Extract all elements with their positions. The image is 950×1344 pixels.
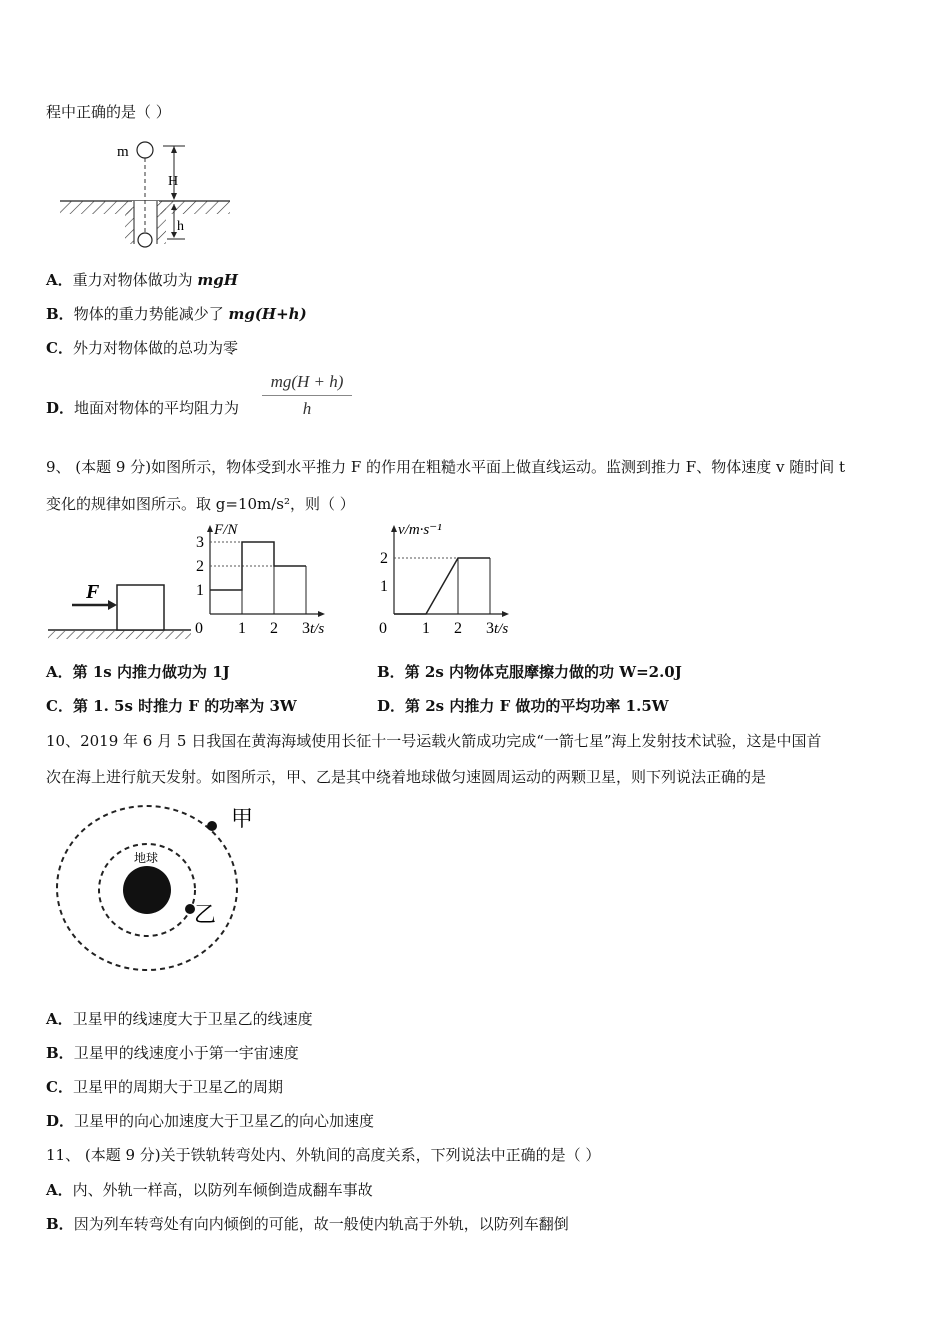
chart-f-x-label: t/s xyxy=(310,621,325,637)
chart-f-x-tick-3: 3 xyxy=(302,620,310,637)
q9-option-c: C．第 1. 5s 时推力 F 的功率为 3W xyxy=(46,697,297,715)
chart-velocity-time xyxy=(372,522,522,640)
chart-f-y-tick-1: 1 xyxy=(196,582,204,599)
h-label: h xyxy=(177,219,184,234)
chart-v-x-tick-3: 3 xyxy=(486,620,494,637)
q11-option-a: A．内、外轨一样高，以防列车倾倒造成翻车事故 xyxy=(46,1181,373,1199)
fraction-numerator: mg(H + h) xyxy=(270,372,344,391)
q9-stem-line2: 变化的规律如图所示。取 g=10m/s²，则（ ） xyxy=(46,495,355,513)
q10-option-b: B．卫星甲的线速度小于第一宇宙速度 xyxy=(46,1044,299,1062)
satellite-jia-label: 甲 xyxy=(231,806,254,831)
chart-v-x-arrow xyxy=(502,611,509,617)
q11-option-b: B．因为列车转弯处有向内倾倒的可能，故一般使内轨高于外轨，以防列车翻倒 xyxy=(46,1215,569,1233)
fraction-denominator: h xyxy=(302,399,312,418)
q10-orbit-figure xyxy=(50,800,270,980)
satellite-jia xyxy=(207,821,217,831)
chart-f-y-arrow xyxy=(207,525,213,532)
earth-label: 地球 xyxy=(134,851,159,865)
chart-v-x-tick-0: 0 xyxy=(379,620,387,637)
q10-stem-line1: 10、2019 年 6 月 5 日我国在黄海海域使用长征十一号运载火箭成功完成“一箭七星”海上发射技术试验，这是中国首 xyxy=(46,732,822,750)
chart-f-y-label: F/N xyxy=(214,522,238,538)
chart-v-y-arrow xyxy=(391,525,397,532)
q8-stem-tail: 程中正确的是（ ） xyxy=(46,103,171,121)
q10-option-d: D．卫星甲的向心加速度大于卫星乙的向心加速度 xyxy=(46,1112,375,1130)
q8-option-a: A．重力对物体做功为 mgH xyxy=(46,271,238,289)
satellite-yi-label: 乙 xyxy=(194,902,217,927)
chart-f-y-tick-3: 3 xyxy=(196,534,204,551)
q10-option-c: C．卫星甲的周期大于卫星乙的周期 xyxy=(46,1078,283,1096)
chart-v-y-tick-1: 1 xyxy=(380,578,388,595)
H-label: H xyxy=(168,174,179,189)
q8-option-d: D．地面对物体的平均阻力为 xyxy=(46,399,240,417)
q9-option-b: B．第 2s 内物体克服摩擦力做的功 W=2.0J xyxy=(377,663,682,681)
chart-v-series-v xyxy=(394,558,490,614)
q8-option-b: B．物体的重力势能减少了 mg(H+h) xyxy=(46,305,307,323)
q11-stem: 11、 (本题 9 分)关于铁轨转弯处内、外轨间的高度关系，下列说法中正确的是（ ） xyxy=(46,1146,601,1164)
chart-v-x-label: t/s xyxy=(494,621,509,637)
q10-stem-line2: 次在海上进行航天发射。如图所示，甲、乙是其中绕着地球做匀速圆周运动的两颗卫星，则下列说法正确的是 xyxy=(46,768,767,786)
q9-stem-line1: 9、 (本题 9 分)如图所示，物体受到水平推力 F 的作用在粗糙水平面上做直线运动。监测到推力 F、物体速度 v 随时间 t xyxy=(46,458,846,476)
chart-v-x-tick-1: 1 xyxy=(422,620,430,637)
q8-option-d-fraction xyxy=(262,371,352,420)
block xyxy=(117,585,164,630)
force-label: F xyxy=(86,581,100,603)
q9-block-figure xyxy=(46,580,196,640)
q10-option-a: A．卫星甲的线速度大于卫星乙的线速度 xyxy=(46,1010,313,1028)
ball-top xyxy=(137,142,153,158)
chart-f-y-tick-2: 2 xyxy=(196,558,204,575)
earth xyxy=(123,866,171,914)
chart-f-x-tick-0: 0 xyxy=(195,620,203,637)
q9-option-d: D．第 2s 内推力 F 做功的平均功率 1.5W xyxy=(377,697,669,715)
chart-f-x-arrow xyxy=(318,611,325,617)
q8-option-c: C．外力对物体做的总功为零 xyxy=(46,339,238,357)
q8-figure xyxy=(55,138,235,253)
ball-bottom xyxy=(138,233,152,247)
chart-f-x-tick-2: 2 xyxy=(270,620,278,637)
chart-v-y-label: v/m·s⁻¹ xyxy=(398,522,442,538)
chart-force-time xyxy=(188,522,338,640)
chart-v-x-tick-2: 2 xyxy=(454,620,462,637)
chart-v-y-tick-2: 2 xyxy=(380,550,388,567)
mass-label: m xyxy=(117,144,129,160)
chart-f-x-tick-1: 1 xyxy=(238,620,246,637)
q9-option-a: A．第 1s 内推力做功为 1J xyxy=(46,663,230,681)
